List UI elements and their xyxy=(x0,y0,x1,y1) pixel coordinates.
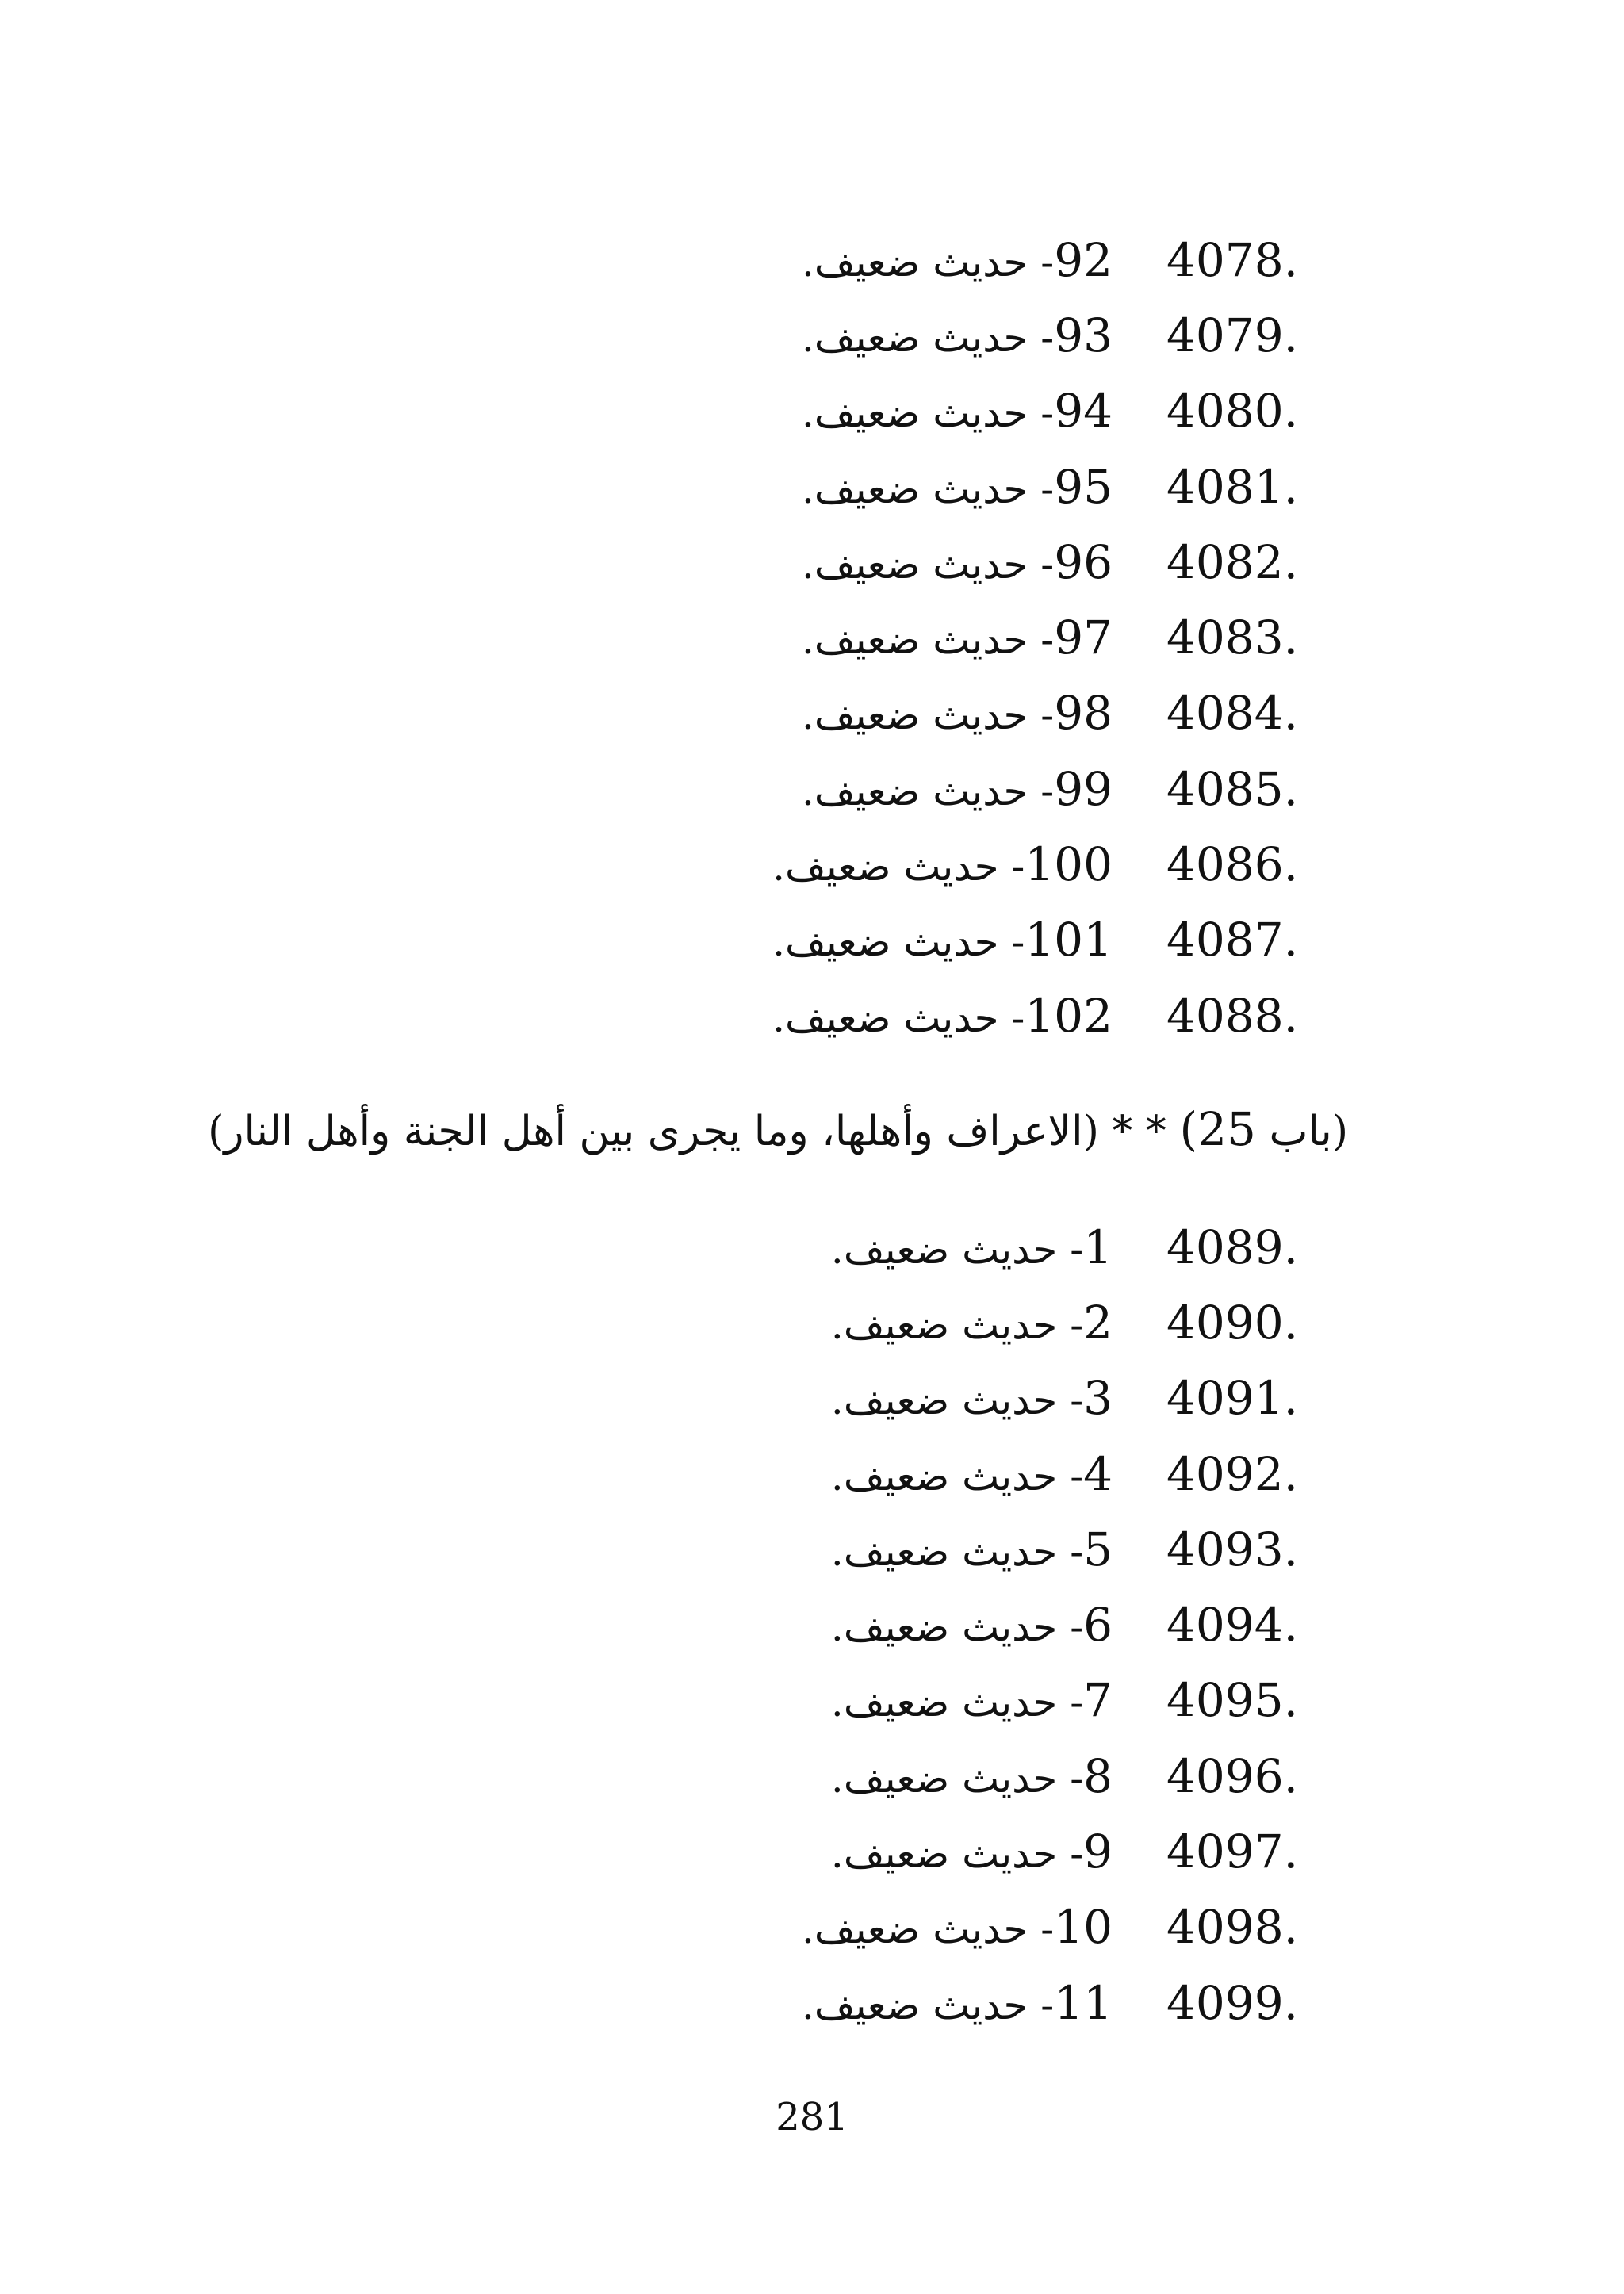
entry-grade: - حديث ضعيف. xyxy=(802,768,1055,814)
entry-sub-number: 10 xyxy=(1054,1900,1113,1955)
hadith-entry xyxy=(481,978,1299,1053)
entry-text xyxy=(802,308,1113,362)
entry-sub-number: 92 xyxy=(1054,232,1113,287)
entry-text xyxy=(831,1371,1113,1425)
hadith-entry xyxy=(481,1587,1299,1662)
entry-number: 4095. xyxy=(1166,1673,1299,1728)
entry-sub-number: 6 xyxy=(1083,1598,1113,1653)
entry-number: 4078. xyxy=(1166,232,1299,287)
hadith-entry xyxy=(481,1361,1299,1436)
entry-text xyxy=(772,989,1113,1043)
entry-sub-number: 97 xyxy=(1054,611,1113,665)
hadith-list-section-1 xyxy=(481,222,1299,1053)
entry-sub-number: 93 xyxy=(1054,308,1113,362)
entry-text xyxy=(802,535,1113,589)
entry-number: 4094. xyxy=(1166,1598,1299,1653)
entry-sub-number: 96 xyxy=(1054,534,1113,589)
entry-text xyxy=(802,1976,1113,2030)
hadith-entry xyxy=(481,449,1299,524)
entry-sub-number: 9 xyxy=(1083,1825,1113,1879)
entry-grade: - حديث ضعيف. xyxy=(830,1226,1084,1273)
entry-number: 4080. xyxy=(1166,384,1299,439)
entry-grade: - حديث ضعيف. xyxy=(830,1831,1084,1878)
hadith-entry xyxy=(481,1965,1299,2040)
entry-number: 4098. xyxy=(1166,1900,1299,1955)
entry-grade: - حديث ضعيف. xyxy=(830,1377,1084,1424)
entry-text xyxy=(831,1447,1113,1501)
entry-sub-number: 101 xyxy=(1025,913,1113,967)
entry-grade: - حديث ضعيف. xyxy=(830,1301,1084,1348)
entry-text xyxy=(802,611,1113,664)
entry-number: 4096. xyxy=(1166,1748,1299,1803)
entry-number: 4088. xyxy=(1166,988,1299,1043)
entry-number: 4090. xyxy=(1166,1295,1299,1350)
hadith-entry xyxy=(481,222,1299,297)
hadith-entry xyxy=(481,599,1299,675)
entry-number: 4091. xyxy=(1166,1371,1299,1426)
hadith-entry xyxy=(481,751,1299,826)
entry-text xyxy=(772,913,1113,967)
entry-number: 4085. xyxy=(1166,761,1299,816)
entry-number: 4092. xyxy=(1166,1446,1299,1501)
entry-sub-number: 99 xyxy=(1054,761,1113,816)
entry-number: 4093. xyxy=(1166,1522,1299,1576)
entry-sub-number: 95 xyxy=(1054,459,1113,514)
hadith-list-section-2 xyxy=(481,1209,1299,2040)
entry-sub-number: 2 xyxy=(1083,1295,1113,1350)
entry-sub-number: 7 xyxy=(1083,1673,1113,1728)
entry-sub-number: 100 xyxy=(1025,837,1113,892)
entry-grade: - حديث ضعيف. xyxy=(802,314,1055,361)
hadith-entry xyxy=(481,1285,1299,1360)
entry-number: 4086. xyxy=(1166,837,1299,892)
entry-number: 4099. xyxy=(1166,1975,1299,2030)
hadith-entry xyxy=(481,297,1299,373)
entry-grade: - حديث ضعيف. xyxy=(772,919,1025,966)
entry-sub-number: 3 xyxy=(1083,1371,1113,1426)
entry-text xyxy=(831,1296,1113,1350)
entry-grade: - حديث ضعيف. xyxy=(772,844,1025,890)
hadith-entry xyxy=(481,373,1299,449)
hadith-entry xyxy=(481,826,1299,902)
entry-grade: - حديث ضعيف. xyxy=(802,1906,1055,1953)
entry-text xyxy=(831,1673,1113,1727)
hadith-entry xyxy=(481,1813,1299,1889)
entry-grade: - حديث ضعيف. xyxy=(802,617,1055,664)
entry-text xyxy=(831,1220,1113,1274)
entry-grade: - حديث ضعيف. xyxy=(830,1679,1084,1726)
entry-text xyxy=(802,686,1113,740)
entry-grade: - حديث ضعيف. xyxy=(830,1453,1084,1499)
entry-grade: - حديث ضعيف. xyxy=(802,390,1055,437)
entry-grade: - حديث ضعيف. xyxy=(802,465,1055,512)
chapter-heading xyxy=(208,1102,1348,1156)
entry-text xyxy=(802,233,1113,287)
hadith-entry xyxy=(481,1738,1299,1813)
entry-text xyxy=(831,1825,1113,1878)
hadith-entry xyxy=(481,1890,1299,1965)
entry-number: 4084. xyxy=(1166,686,1299,741)
entry-grade: - حديث ضعيف. xyxy=(802,239,1055,285)
entry-grade: - حديث ضعيف. xyxy=(772,994,1025,1041)
page-number: 281 xyxy=(776,2095,848,2139)
entry-sub-number: 94 xyxy=(1054,384,1113,439)
entry-sub-number: 4 xyxy=(1083,1446,1113,1501)
entry-number: 4081. xyxy=(1166,459,1299,514)
entry-sub-number: 102 xyxy=(1025,988,1113,1043)
entry-text xyxy=(831,1749,1113,1803)
entry-number: 4089. xyxy=(1166,1220,1299,1274)
entry-number: 4082. xyxy=(1166,534,1299,589)
hadith-entry xyxy=(481,524,1299,599)
chapter-title: * * (الاعراف وأهلها، وما يجرى بين أهل الجنة وأهل النار) xyxy=(208,1108,1166,1155)
entry-grade: - حديث ضعيف. xyxy=(802,541,1055,588)
chapter-number: 25) xyxy=(1179,1102,1256,1156)
chapter-label-open: (باب xyxy=(1269,1108,1348,1155)
entry-grade: - حديث ضعيف. xyxy=(830,1755,1084,1802)
entry-number: 4079. xyxy=(1166,308,1299,362)
entry-sub-number: 5 xyxy=(1083,1522,1113,1576)
entry-sub-number: 98 xyxy=(1054,686,1113,741)
entry-text xyxy=(772,837,1113,891)
entry-sub-number: 1 xyxy=(1083,1220,1113,1274)
entry-sub-number: 11 xyxy=(1054,1975,1113,2030)
hadith-entry xyxy=(481,1663,1299,1738)
entry-grade: - حديث ضعيف. xyxy=(830,1604,1084,1651)
entry-sub-number: 8 xyxy=(1083,1748,1113,1803)
entry-number: 4087. xyxy=(1166,913,1299,967)
entry-grade: - حديث ضعيف. xyxy=(802,1982,1055,2028)
entry-number: 4083. xyxy=(1166,611,1299,665)
hadith-entry xyxy=(481,676,1299,751)
hadith-entry xyxy=(481,1209,1299,1285)
entry-grade: - حديث ضعيف. xyxy=(802,692,1055,739)
entry-text xyxy=(831,1522,1113,1576)
hadith-entry xyxy=(481,1436,1299,1511)
entry-text xyxy=(802,762,1113,816)
entry-number: 4097. xyxy=(1166,1825,1299,1879)
entry-text xyxy=(802,384,1113,438)
hadith-entry xyxy=(481,902,1299,978)
entry-text xyxy=(802,460,1113,514)
hadith-entry xyxy=(481,1511,1299,1587)
entry-grade: - حديث ضعيف. xyxy=(830,1528,1084,1575)
entry-text xyxy=(802,1900,1113,1954)
entry-text xyxy=(831,1598,1113,1652)
